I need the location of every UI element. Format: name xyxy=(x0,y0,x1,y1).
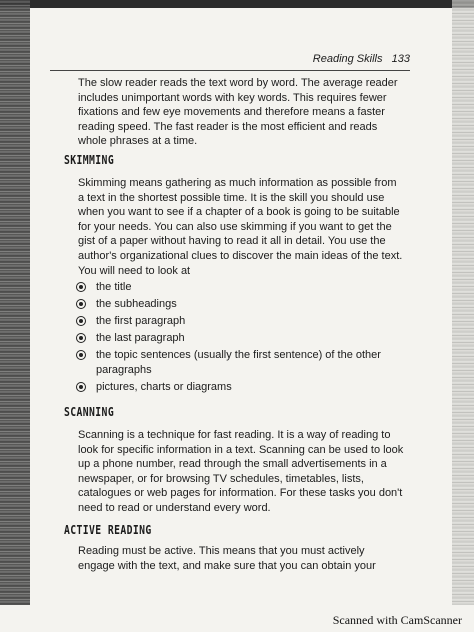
header-rule xyxy=(50,70,410,71)
list-item: the topic sentences (usually the first sentence) of the other paragraphs xyxy=(76,348,406,377)
skimming-bullet-list xyxy=(76,280,406,397)
camscanner-watermark: Scanned with CamScanner xyxy=(332,613,462,627)
page-edge-shadow xyxy=(452,0,474,605)
active-reading-paragraph: Reading must be active. This means that you must actively engage with the text, and make sure that you can obtain your xyxy=(78,545,376,572)
list-item: the subheadings xyxy=(76,297,406,312)
circle-bullet-icon xyxy=(76,333,86,343)
active-reading-heading: ACTIVE READING xyxy=(64,522,152,537)
list-item: the last paragraph xyxy=(76,331,406,346)
page-number: 133 xyxy=(391,53,410,65)
circle-bullet-icon xyxy=(76,282,86,292)
skimming-paragraph: Skimming means gathering as much information as possible from a text in the shortest possible time. It is the skill you should use when you want to see if a chapter of a book is going to be suitable for your needs. You can also use skimming if you want to get the gist of a paper without having to read it all in detail. You use the author's organizational clues to discover the main ideas of the text. You will need to look at xyxy=(78,177,403,277)
circle-bullet-icon xyxy=(76,299,86,309)
running-head xyxy=(50,53,410,65)
list-item: the first paragraph xyxy=(76,314,406,329)
list-item: the title xyxy=(76,280,406,295)
running-head-title: Reading Skills xyxy=(312,53,383,65)
intro-paragraph: The slow reader reads the text word by word. The average reader includes unimportant words with key words. This requires fewer fixations and few eye movements and therefore means a faster reading speed. The fast reader is the most efficient and reads whole phrases at a time. xyxy=(78,77,398,148)
list-item: pictures, charts or diagrams xyxy=(76,380,406,395)
circle-bullet-icon xyxy=(76,382,86,392)
circle-bullet-icon xyxy=(76,316,86,326)
scan-top-edge xyxy=(0,0,474,8)
book-spine-edge xyxy=(0,0,30,605)
scanning-heading: SCANNING xyxy=(64,404,115,419)
skimming-heading: SKIMMING xyxy=(64,152,115,167)
scanning-paragraph: Scanning is a technique for fast reading. It is a way of reading to look for specific information in a text. Scanning can be used to look up a phone number, read through the small advertisements in a newspaper, or for browsing TV schedules, timetables, lists, catalogues or web pages for information. For these tasks you don't need to read or understand every word. xyxy=(78,429,404,514)
circle-bullet-icon xyxy=(76,350,86,360)
